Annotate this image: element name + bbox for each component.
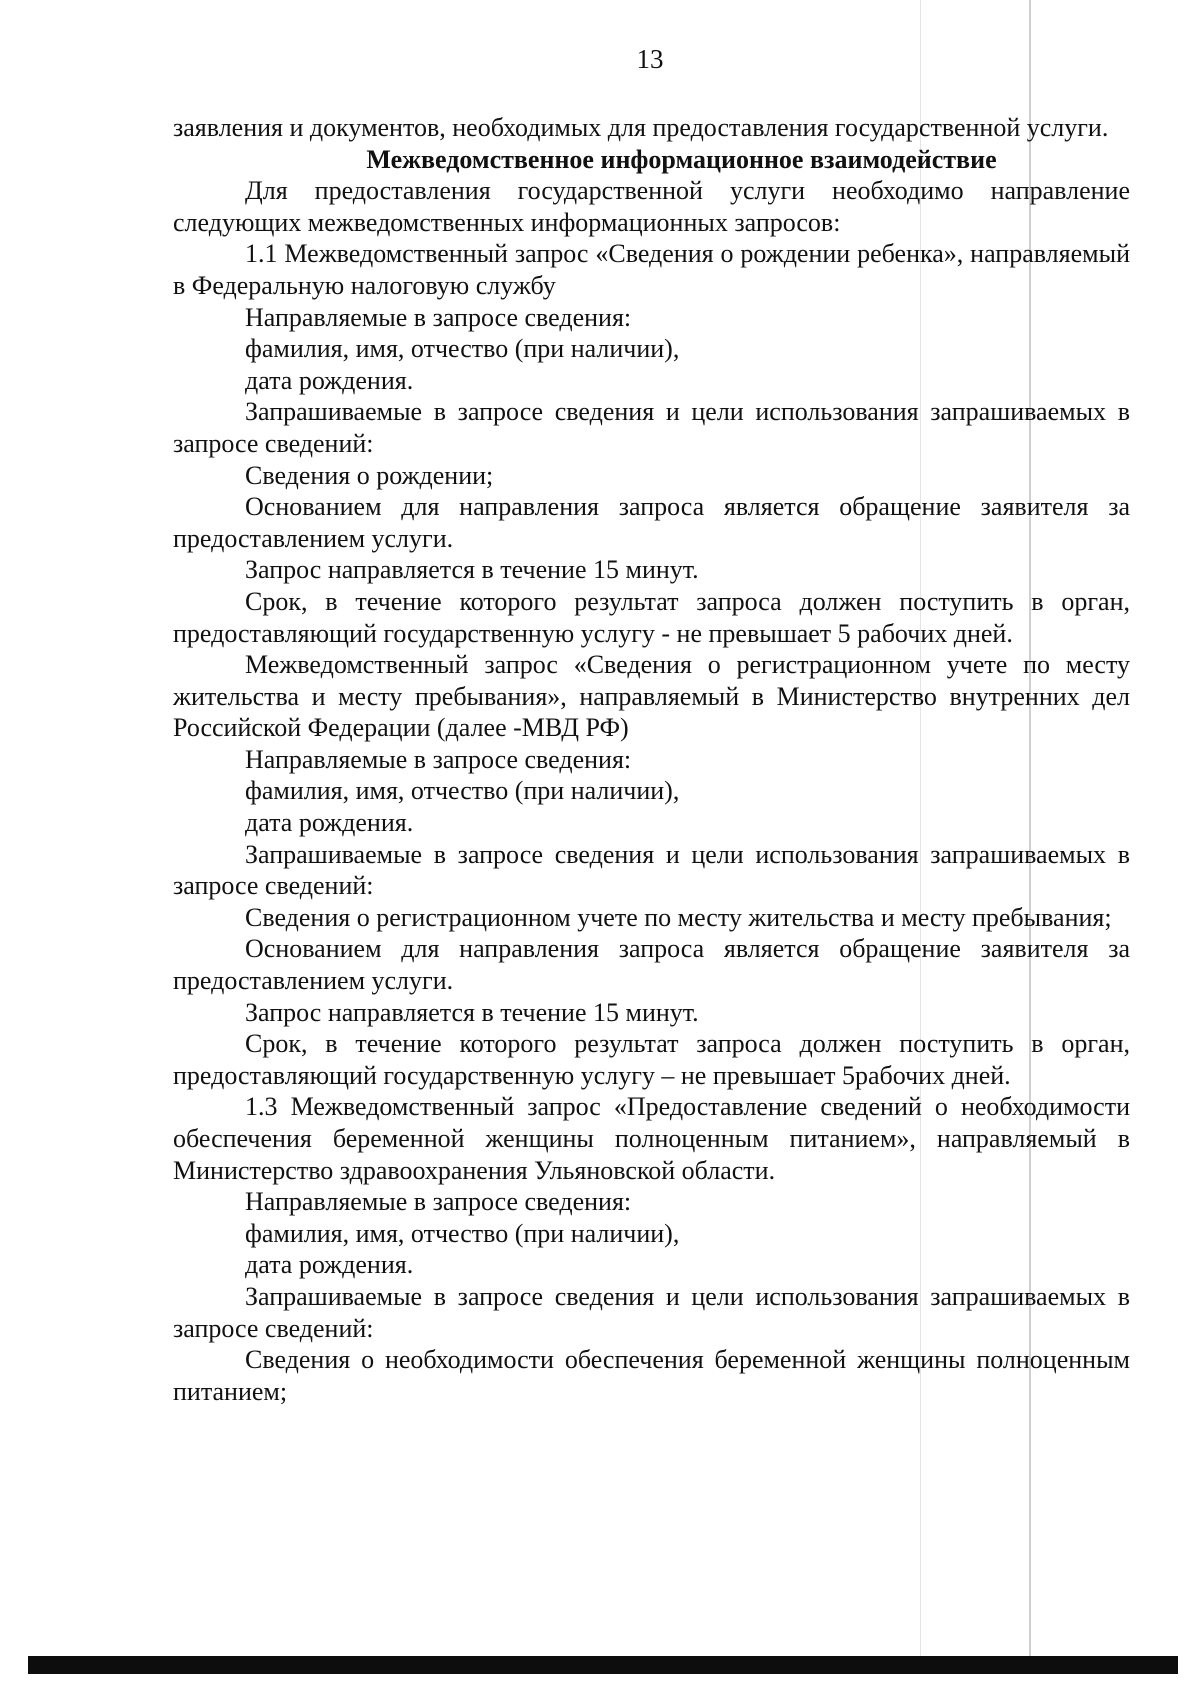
paragraph: заявления и документов, необходимых для предоставления государственной услуги. — [173, 113, 1109, 142]
document-body — [173, 112, 1130, 1407]
paragraph: Основанием для направления запроса является обращение заявителя за предоставлением услуги. — [173, 492, 1130, 553]
paragraph: 1.3 Межведомственный запрос «Предоставление сведений о необходимости обеспечения беременной женщины полноценным питанием», направляемый в Министерство здравоохранения Ульяновской области. — [173, 1092, 1130, 1185]
paragraph: фамилия, имя, отчество (при наличии), — [245, 334, 680, 364]
paragraph: Сведения о необходимости обеспечения беременной женщины полноценным питанием; — [173, 1345, 1130, 1406]
paragraph: дата рождения. — [245, 1250, 414, 1280]
paragraph: Срок, в течение которого результат запроса должен поступить в орган, предоставляющий государственную услугу - не превышает 5 рабочих дней. — [173, 586, 1130, 648]
paragraph: Запрашиваемые в запросе сведения и цели использования запрашиваемых в запросе сведений: — [173, 397, 1130, 458]
page-number: 13 — [636, 44, 664, 74]
paragraph: дата рождения. — [245, 808, 414, 838]
paragraph: Направляемые в запросе сведения: — [245, 302, 632, 332]
paragraph: Основанием для направления запроса является обращение заявителя за предоставлением услуги. — [173, 934, 1130, 996]
paragraph: Запрос направляется в течение 15 минут. — [245, 555, 699, 585]
paragraph: фамилия, имя, отчество (при наличии), — [245, 1218, 680, 1248]
paragraph: Запрашиваемые в запросе сведения и цели использования запрашиваемых в запросе сведений: — [173, 839, 1130, 901]
paragraph: Направляемые в запросе сведения: — [245, 744, 632, 774]
section-heading: Межведомственное информационное взаимодействие — [366, 144, 997, 174]
paragraph: 1.1 Межведомственный запрос «Сведения о рождении ребенка», направляемый в Федеральную налоговую службу — [173, 239, 1130, 300]
paragraph: Срок, в течение которого результат запроса должен поступить в орган, предоставляющий государственную услугу – не превышает 5рабочих дней. — [173, 1029, 1130, 1090]
paragraph: фамилия, имя, отчество (при наличии), — [245, 776, 680, 806]
paragraph: Межведомственный запрос «Сведения о регистрационном учете по месту жительства и месту пребывания», направляемый в Министерство внутренних дел Российской Федерации (далее -МВД РФ) — [173, 650, 1130, 743]
paragraph: Запрашиваемые в запросе сведения и цели использования запрашиваемых в запросе сведений: — [173, 1281, 1130, 1343]
paragraph: Запрос направляется в течение 15 минут. — [245, 997, 699, 1027]
paragraph: Сведения о регистрационном учете по месту жительства и месту пребывания; — [245, 902, 1112, 932]
scan-bottom-edge — [28, 1656, 1178, 1674]
paragraph: Сведения о рождении; — [245, 460, 494, 490]
paragraph: Для предоставления государственной услуги необходимо направление следующих межведомственных информационных запросов: — [173, 176, 1130, 237]
paragraph: дата рождения. — [245, 365, 414, 395]
paragraph: Направляемые в запросе сведения: — [245, 1187, 632, 1217]
